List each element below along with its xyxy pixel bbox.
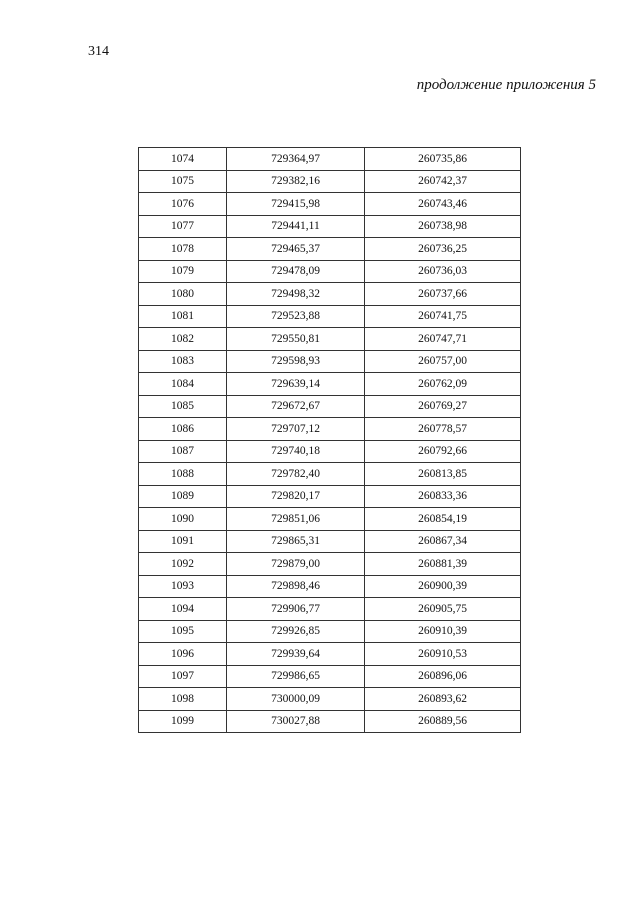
y-coordinate-cell: 260762,09 [365, 373, 521, 396]
y-coordinate-cell: 260735,86 [365, 148, 521, 171]
x-coordinate-cell: 729906,77 [227, 598, 365, 621]
y-coordinate-cell: 260867,34 [365, 530, 521, 553]
y-coordinate-cell: 260889,56 [365, 710, 521, 733]
point-number-cell: 1096 [139, 643, 227, 666]
y-coordinate-cell: 260893,62 [365, 688, 521, 711]
y-coordinate-cell: 260757,00 [365, 350, 521, 373]
x-coordinate-cell: 729639,14 [227, 373, 365, 396]
table-row [139, 463, 521, 486]
coordinates-table [138, 147, 521, 733]
x-coordinate-cell: 729707,12 [227, 418, 365, 441]
table-row [139, 508, 521, 531]
x-coordinate-cell: 730027,88 [227, 710, 365, 733]
table-row [139, 193, 521, 216]
point-number-cell: 1087 [139, 440, 227, 463]
y-coordinate-cell: 260741,75 [365, 305, 521, 328]
y-coordinate-cell: 260896,06 [365, 665, 521, 688]
point-number-cell: 1092 [139, 553, 227, 576]
page-number: 314 [88, 44, 109, 59]
point-number-cell: 1091 [139, 530, 227, 553]
y-coordinate-cell: 260833,36 [365, 485, 521, 508]
table-row [139, 328, 521, 351]
table-row [139, 170, 521, 193]
table-row [139, 395, 521, 418]
x-coordinate-cell: 729986,65 [227, 665, 365, 688]
table-row [139, 260, 521, 283]
table-row [139, 530, 521, 553]
table-row [139, 418, 521, 441]
point-number-cell: 1079 [139, 260, 227, 283]
point-number-cell: 1097 [139, 665, 227, 688]
table-row [139, 373, 521, 396]
x-coordinate-cell: 729364,97 [227, 148, 365, 171]
table-row [139, 598, 521, 621]
point-number-cell: 1089 [139, 485, 227, 508]
y-coordinate-cell: 260742,37 [365, 170, 521, 193]
x-coordinate-cell: 729550,81 [227, 328, 365, 351]
point-number-cell: 1080 [139, 283, 227, 306]
x-coordinate-cell: 729478,09 [227, 260, 365, 283]
point-number-cell: 1095 [139, 620, 227, 643]
y-coordinate-cell: 260747,71 [365, 328, 521, 351]
y-coordinate-cell: 260738,98 [365, 215, 521, 238]
point-number-cell: 1077 [139, 215, 227, 238]
table-row [139, 238, 521, 261]
y-coordinate-cell: 260736,03 [365, 260, 521, 283]
y-coordinate-cell: 260881,39 [365, 553, 521, 576]
point-number-cell: 1084 [139, 373, 227, 396]
table-row [139, 283, 521, 306]
y-coordinate-cell: 260778,57 [365, 418, 521, 441]
x-coordinate-cell: 729598,93 [227, 350, 365, 373]
y-coordinate-cell: 260792,66 [365, 440, 521, 463]
point-number-cell: 1074 [139, 148, 227, 171]
x-coordinate-cell: 729865,31 [227, 530, 365, 553]
point-number-cell: 1078 [139, 238, 227, 261]
x-coordinate-cell: 729441,11 [227, 215, 365, 238]
x-coordinate-cell: 729898,46 [227, 575, 365, 598]
y-coordinate-cell: 260910,39 [365, 620, 521, 643]
x-coordinate-cell: 729926,85 [227, 620, 365, 643]
table-row [139, 305, 521, 328]
table-row [139, 215, 521, 238]
x-coordinate-cell: 729672,67 [227, 395, 365, 418]
x-coordinate-cell: 729851,06 [227, 508, 365, 531]
table-row [139, 643, 521, 666]
y-coordinate-cell: 260736,25 [365, 238, 521, 261]
table-row [139, 440, 521, 463]
point-number-cell: 1076 [139, 193, 227, 216]
y-coordinate-cell: 260769,27 [365, 395, 521, 418]
y-coordinate-cell: 260737,66 [365, 283, 521, 306]
y-coordinate-cell: 260910,53 [365, 643, 521, 666]
coordinates-table-body [139, 148, 521, 733]
point-number-cell: 1083 [139, 350, 227, 373]
table-row [139, 148, 521, 171]
x-coordinate-cell: 730000,09 [227, 688, 365, 711]
point-number-cell: 1081 [139, 305, 227, 328]
table-row [139, 575, 521, 598]
y-coordinate-cell: 260743,46 [365, 193, 521, 216]
point-number-cell: 1082 [139, 328, 227, 351]
point-number-cell: 1075 [139, 170, 227, 193]
y-coordinate-cell: 260905,75 [365, 598, 521, 621]
y-coordinate-cell: 260813,85 [365, 463, 521, 486]
x-coordinate-cell: 729782,40 [227, 463, 365, 486]
table-row [139, 485, 521, 508]
table-row [139, 665, 521, 688]
table-row [139, 350, 521, 373]
x-coordinate-cell: 729939,64 [227, 643, 365, 666]
x-coordinate-cell: 729465,37 [227, 238, 365, 261]
x-coordinate-cell: 729740,18 [227, 440, 365, 463]
point-number-cell: 1086 [139, 418, 227, 441]
x-coordinate-cell: 729415,98 [227, 193, 365, 216]
x-coordinate-cell: 729382,16 [227, 170, 365, 193]
table-row [139, 688, 521, 711]
x-coordinate-cell: 729523,88 [227, 305, 365, 328]
x-coordinate-cell: 729879,00 [227, 553, 365, 576]
point-number-cell: 1093 [139, 575, 227, 598]
x-coordinate-cell: 729820,17 [227, 485, 365, 508]
x-coordinate-cell: 729498,32 [227, 283, 365, 306]
point-number-cell: 1094 [139, 598, 227, 621]
point-number-cell: 1098 [139, 688, 227, 711]
continuation-label: продолжение приложения 5 [416, 77, 596, 93]
point-number-cell: 1090 [139, 508, 227, 531]
table-row [139, 553, 521, 576]
point-number-cell: 1085 [139, 395, 227, 418]
y-coordinate-cell: 260854,19 [365, 508, 521, 531]
table-row [139, 710, 521, 733]
point-number-cell: 1099 [139, 710, 227, 733]
table-row [139, 620, 521, 643]
point-number-cell: 1088 [139, 463, 227, 486]
y-coordinate-cell: 260900,39 [365, 575, 521, 598]
